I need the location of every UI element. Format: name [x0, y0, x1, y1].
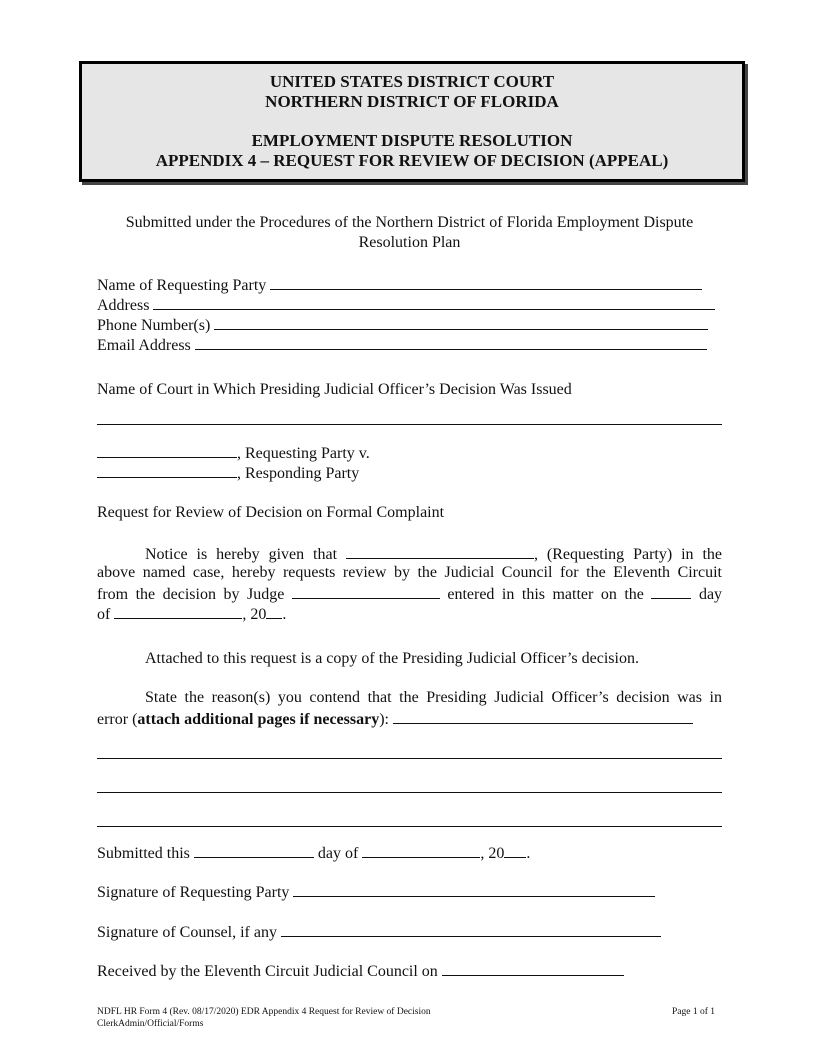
signature-party-row: [97, 881, 655, 903]
judge-blank[interactable]: [292, 583, 440, 599]
phone-label: Phone Number(s): [97, 317, 211, 334]
email-field-row: [97, 334, 707, 356]
reasons-bold-note: attach additional pages if necessary: [137, 711, 380, 728]
name-field-row: [97, 274, 702, 296]
phone-blank[interactable]: [214, 314, 708, 330]
reasons-blank-inline[interactable]: [393, 708, 693, 724]
request-heading: Request for Review of Decision on Formal Complaint: [97, 504, 445, 521]
responding-party-label: , Responding Party: [237, 465, 360, 482]
email-label: Email Address: [97, 337, 191, 354]
reasons-blank-line-2[interactable]: [97, 792, 722, 793]
notice-of-label: of: [97, 606, 111, 623]
form-title: APPENDIX 4 – REQUEST FOR REVIEW OF DECISION (APPEAL): [155, 151, 669, 170]
submitted-year-blank[interactable]: [504, 842, 526, 858]
notice-judge-label: from the decision by Judge: [97, 586, 285, 603]
notice-day-label: day: [698, 586, 723, 603]
court-name-label: Name of Court in Which Presiding Judicial Officer’s Decision Was Issued: [97, 381, 572, 398]
year-blank[interactable]: [266, 603, 282, 619]
address-field-row: [97, 294, 715, 316]
submitted-day-blank[interactable]: [194, 842, 314, 858]
submitted-year-label: , 20: [480, 845, 505, 862]
requesting-party-name-blank[interactable]: [346, 543, 534, 559]
address-label: Address: [97, 297, 150, 314]
address-blank[interactable]: [153, 294, 715, 310]
email-blank[interactable]: [195, 334, 707, 350]
submitted-period: .: [526, 845, 531, 862]
intro-line-2: Resolution Plan: [358, 234, 461, 251]
responding-party-row: [97, 462, 359, 484]
day-blank[interactable]: [651, 583, 691, 599]
notice-period: .: [282, 606, 287, 623]
phone-field-row: [97, 314, 708, 336]
signature-counsel-blank[interactable]: [281, 921, 661, 937]
requesting-party-label: , Requesting Party v.: [237, 445, 370, 462]
reasons-blank-line-1[interactable]: [97, 758, 722, 759]
reasons-text: State the reason(s) you contend that the Presiding Judicial Officer’s decision was in: [145, 689, 722, 706]
submitted-label: Submitted this: [97, 845, 190, 862]
notice-entered-label: entered in this matter on the: [447, 586, 644, 603]
footer-page-number: Page 1 of 1: [672, 1007, 716, 1017]
court-name-blank[interactable]: [97, 424, 722, 425]
footer-path: ClerkAdmin/Official/Forms: [97, 1019, 204, 1029]
court-name: UNITED STATES DISTRICT COURT: [269, 72, 555, 91]
received-label: Received by the Eleventh Circuit Judicial Council on: [97, 963, 438, 980]
signature-party-blank[interactable]: [293, 881, 655, 897]
footer-form-id: NDFL HR Form 4 (Rev. 08/17/2020) EDR Appendix 4 Request for Review of Decision: [97, 1007, 431, 1017]
notice-line-4: [97, 603, 286, 625]
reasons-colon: ):: [379, 711, 389, 728]
submitted-row: [97, 842, 530, 864]
name-label: Name of Requesting Party: [97, 277, 267, 294]
reasons-line-1: [97, 688, 722, 708]
notice-line-3: [97, 583, 722, 605]
signature-counsel-row: [97, 921, 661, 943]
reasons-blank-line-3[interactable]: [97, 826, 722, 827]
requesting-party-row: [97, 442, 370, 464]
signature-counsel-label: Signature of Counsel, if any: [97, 924, 277, 941]
intro-line-1: Submitted under the Procedures of the Northern District of Florida Employment Dispute: [125, 214, 694, 231]
requesting-party-blank[interactable]: [97, 442, 237, 458]
notice-year-label: , 20: [242, 606, 267, 623]
notice-line-2: above named case, hereby requests review by the Judicial Council for the Eleventh Circuit: [97, 564, 722, 581]
submitted-month-blank[interactable]: [362, 842, 480, 858]
attached-statement: Attached to this request is a copy of the Presiding Judicial Officer’s decision.: [145, 650, 639, 667]
notice-text-a: Notice is hereby given that: [145, 546, 338, 563]
notice-line-1: [97, 543, 722, 565]
received-row: [97, 960, 624, 982]
received-blank[interactable]: [442, 960, 624, 976]
district-name: NORTHERN DISTRICT OF FLORIDA: [265, 92, 559, 111]
name-blank[interactable]: [270, 274, 702, 290]
month-blank[interactable]: [114, 603, 242, 619]
header-box: [79, 61, 745, 182]
program-title: EMPLOYMENT DISPUTE RESOLUTION: [251, 131, 573, 150]
reasons-error-label: error (: [97, 711, 138, 728]
notice-text-b: , (Requesting Party) in the: [533, 546, 723, 563]
signature-party-label: Signature of Requesting Party: [97, 884, 290, 901]
reasons-line-2: [97, 708, 693, 730]
responding-party-blank[interactable]: [97, 462, 237, 478]
submitted-dayof-label: day of: [317, 845, 359, 862]
